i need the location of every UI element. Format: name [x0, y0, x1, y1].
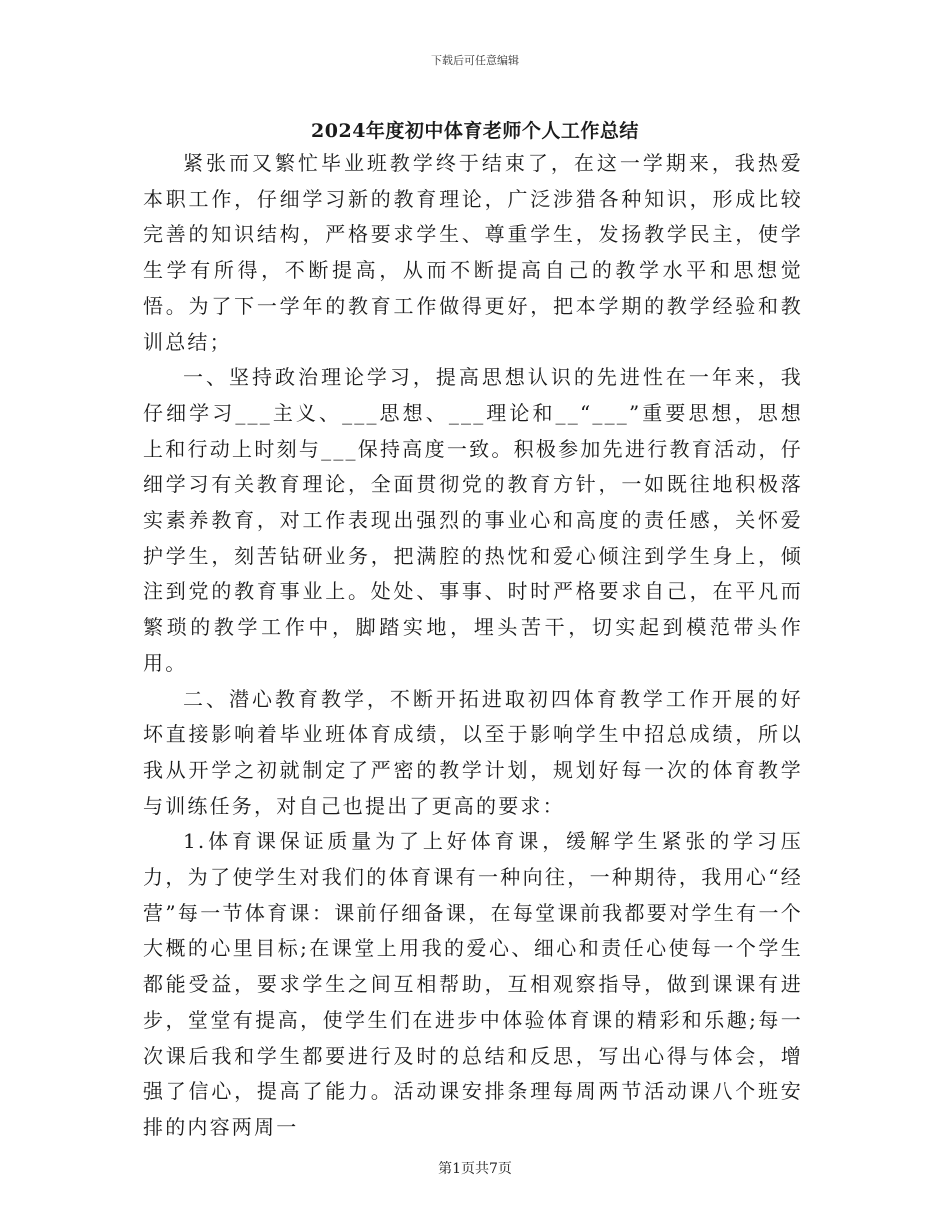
paragraph-intro: 紧张而又繁忙毕业班教学终于结束了，在这一学期来，我热爱本职工作，仔细学习新的教育理论，广泛涉猎各种知识，形成比较完善的知识结构，严格要求学生、尊重学生，发扬教学民主，使学生学有所得，不断提高，从而不断提高自己的教学水平和思想觉悟。为了下一学年的教育工作做得更好，把本学期的教学经验和教训总结； — [143, 151, 803, 354]
paragraph-section-1: 一、坚持政治理论学习，提高思想认识的先进性在一年来，我仔细学习___主义、___思想、___理论和__“___”重要思想，思想上和行动上时刻与___保持高度一致。积极参加先进行教育活动，仔细学习有关教育理论，全面贯彻党的教育方针，一如既往地积极落实素养教育，对工作表现出强烈的事业心和高度的责任感，关怀爱护学生，刻苦钻研业务，把满腔的热忱和爱心倾注到学生身上，倾注到党的教育事业上。处处、事事、时时严格要求自己，在平凡而繁琐的教学工作中，脚踏实地，埋头苦干，切实起到模范带头作用。 — [143, 365, 803, 675]
page-number: 第1页共7页 — [438, 1161, 512, 1177]
paragraph-item-1: 1.体育课保证质量为了上好体育课，缓解学生紧张的学习压力，为了使学生对我们的体育课有一种向往，一种期待，我用心“经营”每一节体育课：课前仔细备课，在每堂课前我都要对学生有一个大概的心里目标;在课堂上用我的爱心、细心和责任心使每一个学生都能受益，要求学生之间互相帮助，互相观察指导，做到课课有进步，堂堂有提高，使学生们在进步中体验体育课的精彩和乐趣;每一次课后我和学生都要进行及时的总结和反思，写出心得与体会，增强了信心，提高了能力。活动课安排条理每周两节活动课八个班安排的内容两周一 — [143, 829, 803, 1139]
document-body — [143, 146, 803, 1146]
document-title: 2024年度初中体育老师个人工作总结 — [311, 120, 639, 142]
header-note: 下载后可任意编辑 — [431, 54, 519, 67]
paragraph-section-2: 二、潜心教育教学，不断开拓进取初四体育教学工作开展的好坏直接影响着毕业班体育成绩，以至于影响学生中招总成绩，所以我从开学之初就制定了严密的教学计划，规划好每一次的体育教学与训练任务，对自己也提出了更高的要求： — [143, 686, 803, 818]
